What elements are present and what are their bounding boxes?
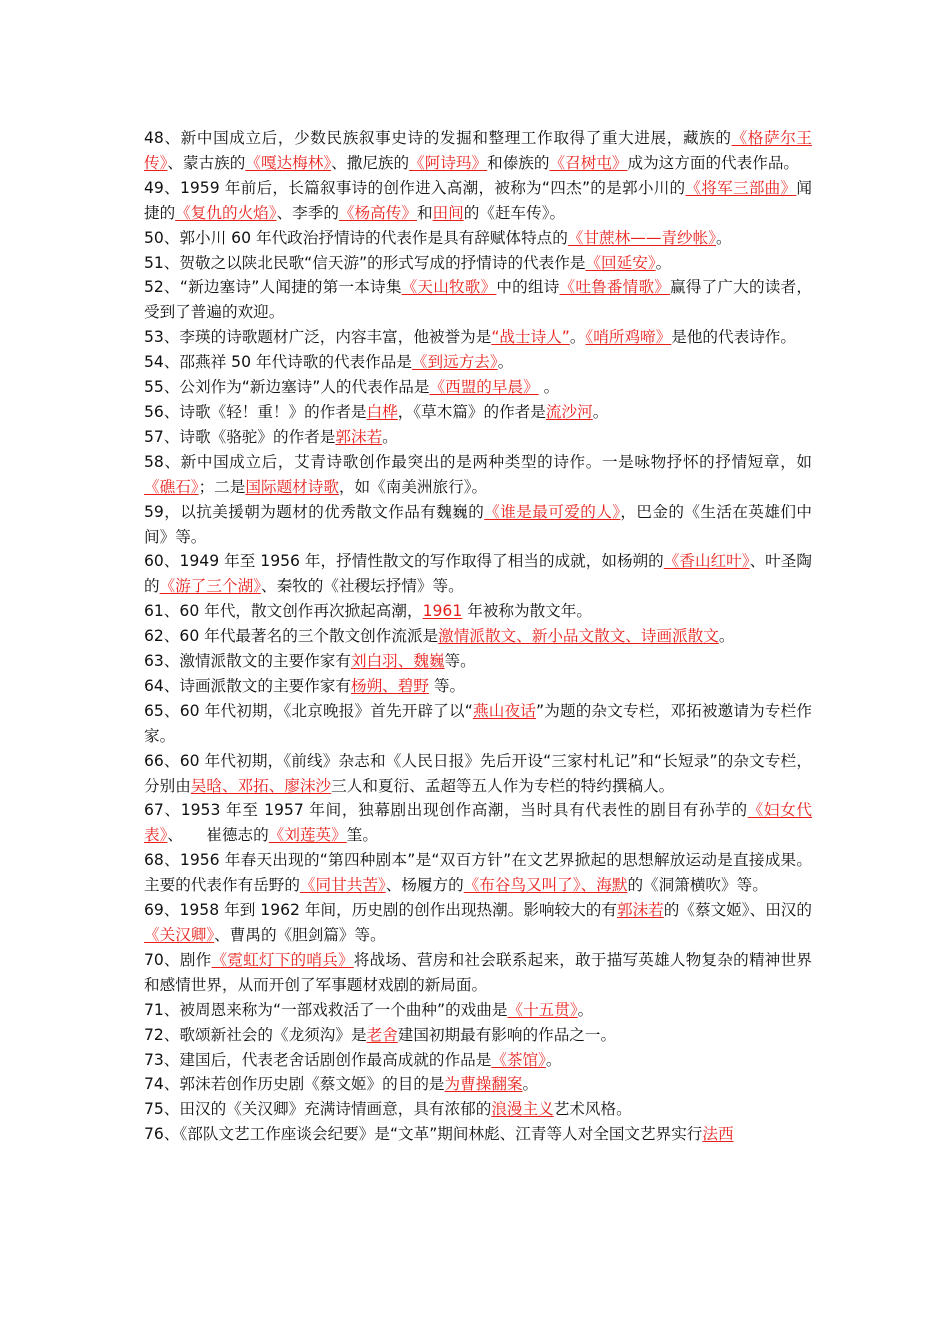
question-text: 的《洞箫横吹》等。: [627, 876, 768, 895]
question-item: [144, 599, 812, 624]
question-text: 71、被周恩来称为“一部戏救活了一个曲种”的戏曲是: [144, 1000, 508, 1019]
question-text: 。: [538, 378, 560, 397]
question-text: 66、60 年代初期，《前线》杂志和《人民日报》先后开设“三家村札记”和“长短录”的杂文专栏，分别由: [144, 751, 812, 795]
answer-text: 《到远方去》: [411, 353, 498, 372]
question-text: 50、郭小川 60 年代政治抒情诗的代表作是具有辞赋体特点的: [144, 228, 568, 247]
answer-text: 为曹操翻案: [444, 1075, 523, 1094]
question-text: 54、邵燕祥 50 年代诗歌的代表作品是: [144, 353, 412, 372]
document-page: [144, 126, 812, 1147]
question-text: 年被称为散文年。: [462, 602, 592, 621]
question-text: 53、李瑛的诗歌题材广泛，内容丰富，他被誉为是: [144, 328, 492, 347]
answer-text: 《妇女代表》: [144, 801, 812, 845]
answer-text: 老舍: [366, 1025, 398, 1044]
question-text: 70、剧作: [144, 950, 212, 969]
question-item: [144, 898, 812, 948]
question-text: ，如《南美洲旅行》。: [338, 477, 488, 496]
question-text: 。: [716, 228, 732, 247]
question-text: 、叶圣陶的: [144, 552, 812, 596]
answer-text: 《布谷鸟又叫了》、海默: [463, 876, 628, 895]
question-item: [144, 549, 812, 599]
answer-text: 《霓虹灯下的哨兵》: [211, 950, 354, 969]
question-item: [144, 275, 812, 325]
question-text: 72、歌颂新社会的《龙须沟》是: [144, 1025, 367, 1044]
question-text: 76、《部队文艺工作座谈会纪要》是“文革”期间林彪、江青等人对全国文艺界实行: [144, 1125, 703, 1144]
question-text: 、杨履方的: [385, 876, 464, 895]
question-text: 。: [718, 627, 735, 646]
answer-text: 《杨高传》: [338, 203, 417, 222]
question-text: ，巴金的《生活在英雄们中间》等。: [144, 502, 812, 546]
answer-text: 《召树屯》: [549, 153, 628, 172]
question-item: [144, 425, 812, 450]
question-text: 艺术风格。: [553, 1100, 632, 1119]
question-item: [144, 375, 812, 400]
question-item: [144, 699, 812, 749]
question-text: 、秦牧的《社稷坛抒情》等。: [260, 577, 464, 596]
answer-text: 流沙河: [545, 402, 593, 421]
answer-text: 《回延安》: [585, 253, 656, 272]
question-text: 将战场、营房和社会联系起来，敢于描写英雄人物复杂的精神世界和感情世界，从而开创了军事题材戏剧的新局面。: [144, 950, 812, 994]
answer-text: 《格萨尔王传》: [144, 129, 812, 172]
question-text: 。: [382, 427, 398, 446]
question-text: 63、激情派散文的主要作家有: [144, 652, 351, 671]
question-text: 69、1958 年到 1962 年间，历史剧的创作出现热潮。影响较大的有: [144, 901, 617, 920]
answer-text: 《茶馆》: [491, 1050, 546, 1069]
question-text: 成为这方面的代表作品。: [627, 153, 800, 172]
question-item: [144, 649, 812, 674]
question-item: [144, 450, 812, 500]
answer-text: 《西盟的早晨》: [429, 378, 539, 397]
answer-text: 郭沫若: [616, 901, 664, 920]
answer-text: 《吐鲁番情歌》: [559, 278, 671, 297]
question-item: [144, 998, 812, 1023]
question-item: [144, 400, 812, 425]
question-item: [144, 350, 812, 375]
question-item: [144, 325, 812, 350]
answer-text: 《阿诗玛》: [409, 153, 488, 172]
answer-text: 刘白羽、魏巍: [350, 652, 445, 671]
question-text: 48、新中国成立后，少数民族叙事史诗的发掘和整理工作取得了重大进展，藏族的: [144, 129, 732, 147]
question-text: 的《蔡文姬》、田汉的: [663, 901, 812, 920]
question-text: 和傣族的: [487, 153, 550, 172]
question-text: 和: [416, 203, 433, 222]
question-text: 。: [655, 253, 672, 272]
question-text: 中的组诗: [496, 278, 560, 297]
answer-text: 《刘莲英》: [268, 826, 347, 845]
answer-text: 《十五贯》: [507, 1000, 578, 1019]
answer-text: 郭沫若: [335, 427, 383, 446]
question-item: [144, 1048, 812, 1073]
question-text: 赢得了广大的读者，受到了普遍的欢迎。: [144, 278, 812, 322]
question-text: 、蒙古族的: [167, 153, 246, 172]
question-item: [144, 500, 812, 550]
question-text: 三人和夏衍、孟超等五人作为专栏的特约撰稿人。: [331, 776, 675, 795]
question-text: 59，以抗美援朝为题材的优秀散文作品有魏巍的: [144, 502, 485, 521]
question-text: 73、建国后，代表老舍话剧创作最高成就的作品是: [144, 1050, 492, 1069]
question-text: 、曹禺的《胆剑篇》等。: [214, 926, 386, 944]
answer-text: 《香山红叶》: [663, 552, 750, 571]
question-text: ”为题的杂文专栏，邓拓被邀请为专栏作家。: [144, 701, 812, 745]
answer-text: 1961: [422, 602, 463, 621]
question-item: [144, 798, 812, 848]
question-text: 建国初期最有影响的作品之一。: [397, 1025, 617, 1044]
question-item: [144, 1072, 812, 1097]
question-text: 61、60 年代，散文创作再次掀起高潮，: [144, 602, 423, 621]
question-text: 68、1956 年春天出现的“第四种剧本”是“双百方针”在文艺界掀起的思想解放运动是直接成果。主要的代表作有岳野的: [144, 851, 812, 895]
question-text: 55、公刘作为“新边塞诗”人的代表作品是: [144, 378, 430, 397]
question-text: 。: [497, 353, 514, 372]
answer-text: 《同甘共苦》: [299, 876, 386, 895]
question-text: 的《赶车传》。: [463, 203, 566, 222]
question-text: 、李季的: [276, 203, 339, 222]
answer-text: 《嘎达梅林》: [245, 153, 332, 172]
question-text: 56、诗歌《轻！重！》的作者是: [144, 402, 367, 421]
question-text: 筀。: [346, 826, 378, 845]
answer-text: 《将军三部曲》: [685, 178, 797, 197]
question-item: [144, 251, 812, 276]
question-text: 49、1959 年前后，长篇叙事诗的创作进入高潮，被称为“四杰”的是郭小川的: [144, 178, 686, 197]
answer-text: 激情派散文、新小品文散文、诗画派散文: [438, 627, 719, 646]
question-text: 、撒尼族的: [331, 153, 410, 172]
question-text: 。: [569, 328, 586, 347]
question-item: [144, 848, 812, 898]
answer-text: 杨朔、碧野: [350, 676, 429, 695]
answer-text: 《谁是最可爱的人》: [484, 502, 621, 521]
question-item: [144, 176, 812, 226]
question-text: 。: [592, 402, 609, 421]
answer-text: 国际题材诗歌: [245, 477, 339, 496]
question-text: 75、田汉的《关汉卿》充满诗情画意，具有浓郁的: [144, 1100, 492, 1119]
question-text: 58、新中国成立后，艾青诗歌创作最突出的是两种类型的诗作。一是咏物抒怀的抒情短章，如: [144, 452, 812, 471]
answer-text: 《复仇的火焰》: [175, 203, 277, 222]
question-text: 74、郭沫若创作历史剧《蔡文姬》的目的是: [144, 1075, 445, 1094]
question-item: [144, 1122, 812, 1147]
question-text: 65、60 年代初期，《北京晚报》首先开辟了以“: [144, 701, 473, 720]
question-text: ；二是: [198, 477, 246, 496]
question-text: 闻捷的: [144, 178, 812, 222]
answer-text: 《甘蔗林——青纱帐》: [567, 228, 716, 247]
answer-text: 浪漫主义: [491, 1100, 554, 1119]
answer-text: 《哨所鸡啼》: [585, 328, 672, 347]
question-text: 57、诗歌《骆驼》的作者是: [144, 427, 336, 446]
question-item: [144, 126, 812, 176]
answer-text: 田间: [432, 203, 464, 222]
answer-text: 法西: [702, 1125, 734, 1144]
question-text: ，《草木篇》的作者是: [397, 402, 546, 421]
question-item: [144, 674, 812, 699]
answer-text: 《天山牧歌》: [401, 278, 497, 297]
question-text: 。: [577, 1000, 594, 1019]
answer-text: 燕山夜话: [472, 701, 537, 720]
question-text: 是他的代表诗作。: [671, 328, 796, 347]
answer-text: 《游了三个湖》: [159, 577, 261, 596]
question-text: 60、1949 年至 1956 年，抒情性散文的写作取得了相当的成就，如杨朔的: [144, 552, 664, 571]
question-text: 。: [522, 1075, 539, 1094]
question-item: [144, 226, 812, 251]
answer-text: 《礁石》: [144, 477, 199, 496]
question-text: 62、60 年代最著名的三个散文创作流派是: [144, 627, 439, 646]
question-text: 51、贺敬之以陕北民歌“信天游”的形式写成的抒情诗的代表作是: [144, 253, 586, 272]
question-text: 。: [545, 1050, 562, 1069]
question-item: [144, 1097, 812, 1122]
answer-text: 吴晗、邓拓、廖沫沙: [190, 776, 332, 795]
question-text: 67、1953 年至 1957 年间，独幕剧出现创作高潮，当时具有代表性的剧目有孙芋的: [144, 801, 748, 820]
answer-text: 白桦: [366, 402, 398, 421]
question-text: 等。: [444, 652, 476, 671]
answer-text: 《关汉卿》: [144, 926, 215, 944]
question-item: [144, 948, 812, 998]
question-text: 52、“新边塞诗”人闻捷的第一本诗集: [144, 278, 402, 297]
question-text: 64、诗画派散文的主要作家有: [144, 676, 351, 695]
question-text: 、 崔德志的: [167, 826, 269, 845]
question-item: [144, 749, 812, 799]
question-text: 等。: [428, 676, 466, 695]
question-item: [144, 1023, 812, 1048]
question-item: [144, 624, 812, 649]
answer-text: “战士诗人”: [491, 328, 570, 347]
